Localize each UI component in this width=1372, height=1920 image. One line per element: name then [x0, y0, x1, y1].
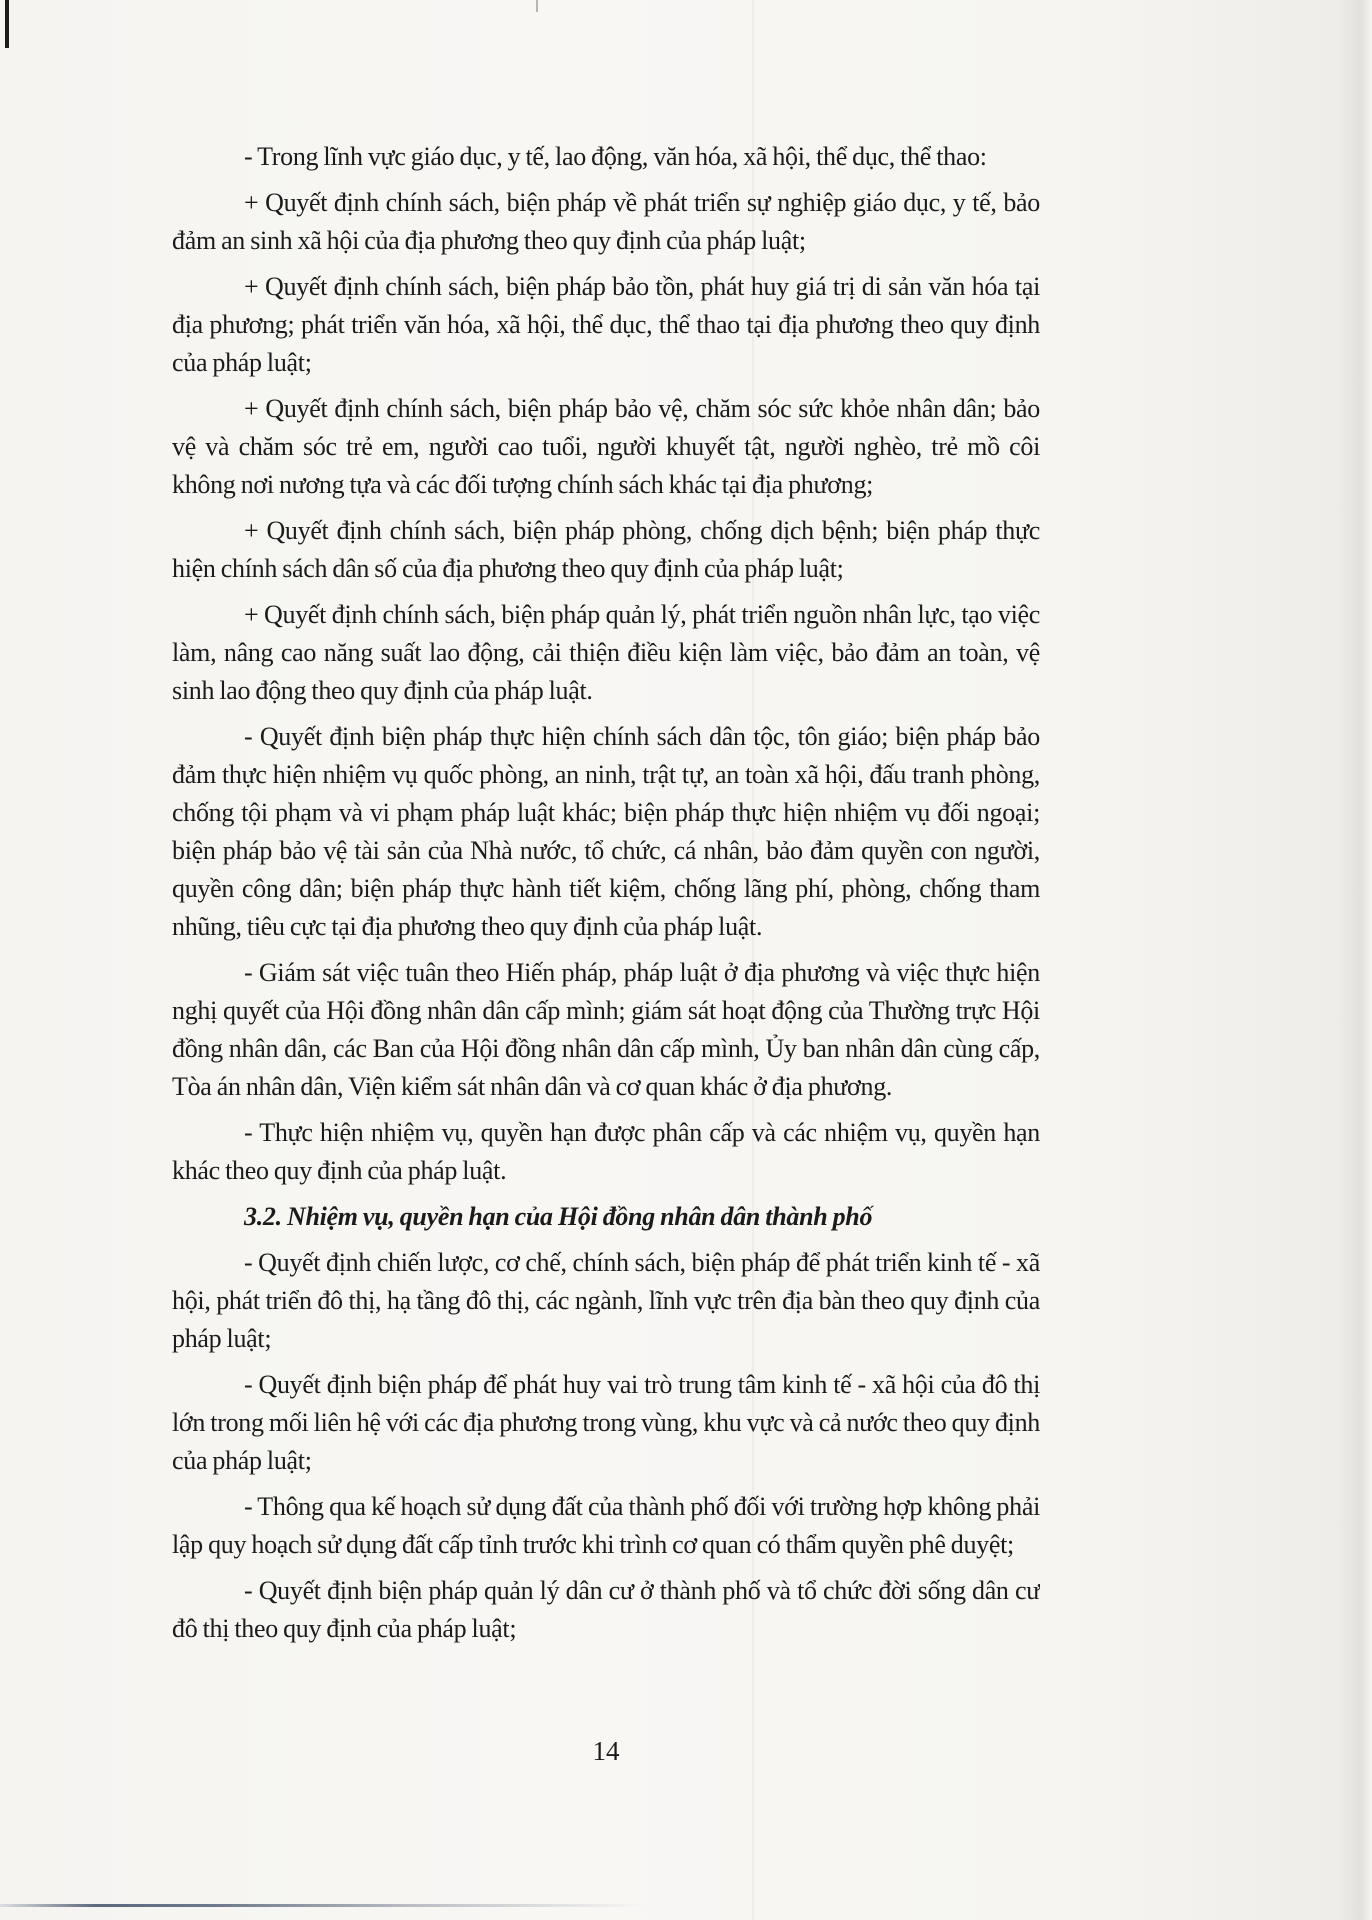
paragraph: - Quyết định biện pháp để phát huy vai trò trung tâm kinh tế - xã hội của đô thị lớn trong mối liên hệ với các địa phương trong vùng, khu vực và cả nước theo quy định của pháp luật; — [172, 1370, 1040, 1475]
document-text-block — [172, 138, 1040, 1738]
paragraph: - Quyết định biện pháp thực hiện chính sách dân tộc, tôn giáo; biện pháp bảo đảm thực hiện nhiệm vụ quốc phòng, an ninh, trật tự, an toàn xã hội, đấu tranh phòng, chống tội phạm và vi phạm pháp luật khác; biện pháp thực hiện nhiệm vụ đối ngoại; biện pháp bảo vệ tài sản của Nhà nước, tổ chức, cá nhân, bảo đảm quyền con người, quyền công dân; biện pháp thực hành tiết kiệm, chống lãng phí, phòng, chống tham nhũng, tiêu cực tại địa phương theo quy định của pháp luật. — [172, 722, 1040, 941]
paragraph: + Quyết định chính sách, biện pháp quản lý, phát triển nguồn nhân lực, tạo việc làm, nâng cao năng suất lao động, cải thiện điều kiện làm việc, bảo đảm an toàn, vệ sinh lao động theo quy định của pháp luật. — [172, 600, 1040, 705]
paragraph: + Quyết định chính sách, biện pháp bảo tồn, phát huy giá trị di sản văn hóa tại địa phương; phát triển văn hóa, xã hội, thể dục, thể thao tại địa phương theo quy định của pháp luật; — [172, 272, 1040, 377]
paragraph: + Quyết định chính sách, biện pháp bảo vệ, chăm sóc sức khỏe nhân dân; bảo vệ và chăm sóc trẻ em, người cao tuổi, người khuyết tật, người nghèo, trẻ mồ côi không nơi nương tựa và các đối tượng chính sách khác tại địa phương; — [172, 394, 1040, 499]
paragraph: - Quyết định biện pháp quản lý dân cư ở thành phố và tổ chức đời sống dân cư đô thị theo quy định của pháp luật; — [172, 1576, 1040, 1643]
paragraph: + Quyết định chính sách, biện pháp phòng, chống dịch bệnh; biện pháp thực hiện chính sách dân số của địa phương theo quy định của pháp luật; — [172, 516, 1040, 583]
page-number: 14 — [592, 1736, 620, 1766]
scan-edge-mark — [5, 0, 9, 48]
scan-top-tick — [536, 0, 538, 12]
paragraph: - Giám sát việc tuân theo Hiến pháp, pháp luật ở địa phương và việc thực hiện nghị quyết của Hội đồng nhân dân cấp mình; giám sát hoạt động của Thường trực Hội đồng nhân dân, các Ban của Hội đồng nhân dân cấp mình, Ủy ban nhân dân cùng cấp, Tòa án nhân dân, Viện kiểm sát nhân dân và cơ quan khác ở địa phương. — [172, 958, 1040, 1101]
paragraph: - Trong lĩnh vực giáo dục, y tế, lao động, văn hóa, xã hội, thể dục, thể thao: — [244, 142, 987, 171]
scan-right-streak — [1336, 0, 1372, 1920]
paragraph: - Thực hiện nhiệm vụ, quyền hạn được phân cấp và các nhiệm vụ, quyền hạn khác theo quy định của pháp luật. — [172, 1118, 1040, 1185]
paragraph: + Quyết định chính sách, biện pháp về phát triển sự nghiệp giáo dục, y tế, bảo đảm an sinh xã hội của địa phương theo quy định của pháp luật; — [172, 188, 1040, 255]
scan-bottom-line — [0, 1904, 680, 1907]
paragraph: - Thông qua kế hoạch sử dụng đất của thành phố đối với trường hợp không phải lập quy hoạch sử dụng đất cấp tỉnh trước khi trình cơ quan có thẩm quyền phê duyệt; — [172, 1492, 1040, 1559]
paragraph: - Quyết định chiến lược, cơ chế, chính sách, biện pháp để phát triển kinh tế - xã hội, phát triển đô thị, hạ tầng đô thị, các ngành, lĩnh vực trên địa bàn theo quy định của pháp luật; — [172, 1248, 1040, 1353]
section-heading: 3.2. Nhiệm vụ, quyền hạn của Hội đồng nhân dân thành phố — [244, 1202, 873, 1231]
